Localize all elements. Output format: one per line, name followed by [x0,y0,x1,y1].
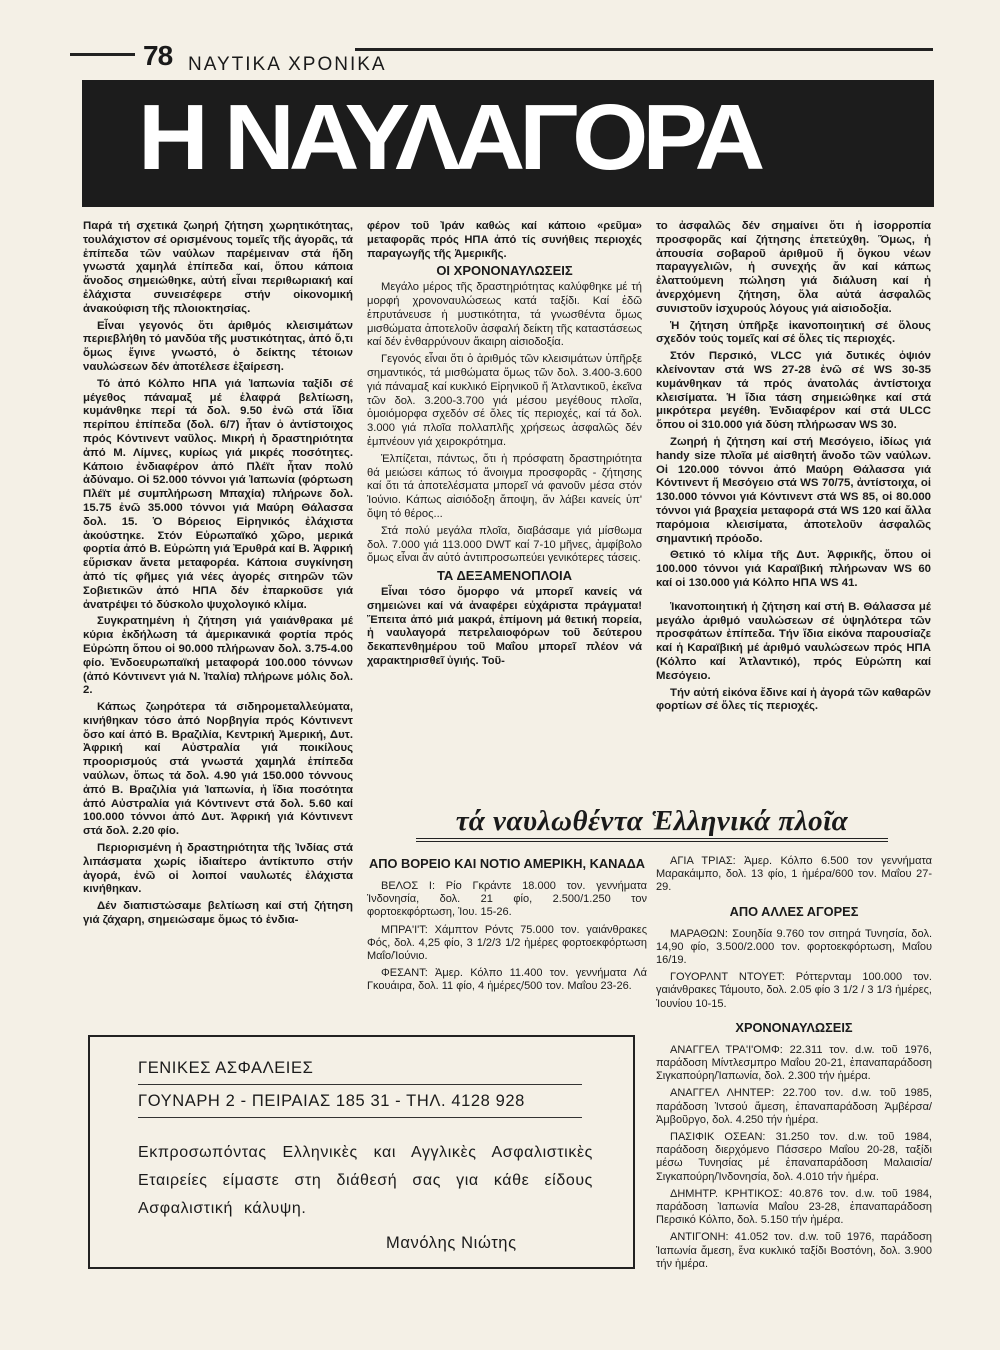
ad-body-text: Εκπροσωπόντας Ελληνικὲς και Αγγλικὲς Ασφαλιστικὲς Εταιρείες είμαστε στη διάθεσή σας για κάθε είδους Ασφαλιστική κάλυψη. [138,1144,593,1217]
paragraph: Περιορισμένη ἡ δραστηριότητα τῆς Ἰνδίας στά λιπάσματα χωρίς ἰδιαίτερο ἀντίκτυπο στήν ἀγορά, ἐνῶ οἱ λοιποί ναυλωτές ἐλάχιστα κινήθηκαν. [83,842,353,896]
fixtures-timecharter-heading: ΧΡΟΝΟΝΑΥΛΩΣΕΙΣ [735,1019,853,1035]
ad-signature: Μανόλης Νιώτης [386,1234,517,1252]
fixtures-other-heading: ΑΠΟ ΑΛΛΕΣ ΑΓΟΡΕΣ [729,903,859,919]
ad-divider [138,1117,582,1118]
ad-divider [138,1084,582,1085]
paragraph: Ζωηρή ἡ ζήτηση καί στή Μεσόγειο, ἰδίως γιά handy size πλοῖα μέ αἰσθητή ἄνοδο τῶν ναύλων. Οἱ 120.000 τόννοι ἀπό Μαύρη Θάλασσα γιά Κόντινεντ ἤ Μεσόγειο στά WS 70/75, ἀντίστοιχα, οἱ 130.000 τόννοι γιά Κόντινεντ στά WS 85, οἱ 80.000 τόννοι γιά βραχεία μεταφορά στά WS 120 καί ἄλλα παρόμοια κλεισίματα, ἀποτελοῦν ἀσφαλῶς σημαντική πρόοδο. [656,435,931,545]
fixture-entry: ΠΑΣΙΦΙΚ ΟΣΕΑΝ: 31.250 τον. d.w. τοῦ 1984, παράδοση διερχόμενο Πάσσερο Μαΐου 20-28, ταξίδι μέσω Τυνησίας μέ ἐπαναπαράδοση Μαλαισία/Σιγκαπούρη/Ἰνδονησία, δολ. 4.010 τήν ἡμέρα. [656,1131,932,1183]
article-title: Η ΝΑΥΛΑΓΟΡΑ [138,84,760,189]
fixtures-americas [367,855,647,998]
paragraph: Συγκρατημένη ἡ ζήτηση γιά γαιάνθρακα μέ κύρια ἐκδήλωση τά ἀμερικανικά φορτία πρός Εὐρώπη ὅπου οἱ 90.000 πλήρωναν δολ. 3.75-4.00 φίο. Ἐνδοευρωπαϊκή μεταφορά 100.000 τόννων (ἀπό Κόντινεντ γιά Ν. Ἰταλία) πλήρωνε μόλις δολ. 2. [83,615,353,697]
header-rule-right [355,48,933,51]
section-heading-tankers: ΤΑ ΔΕΞΑΜΕΝΟΠΛΟΙΑ [436,568,573,584]
fixture-entry: ΑΓΙΑ ΤΡΙΑΣ: Ἀμερ. Κόλπο 6.500 τον γεννήματα Μαρακάιμπο, δολ. 13 φίο, 1 ἡμέρα/600 τον. Μαΐου 27-29. [656,855,932,894]
paragraph: Τήν αὐτή εἰκόνα ἔδινε καί ἡ ἀγορά τῶν καθαρῶν φορτίων σέ ὅλες τίς περιοχές. [656,686,931,713]
magazine-name: ΝΑΥΤΙΚΑ ΧΡΟΝΙΚΑ [188,54,387,75]
title-banner [82,80,934,207]
header-rule-left [70,53,135,56]
article-column-3 [656,220,931,717]
paragraph: Δέν διαπιστώσαμε βελτίωση καί στή ζήτηση γιά ζάχαρη, σημειώσαμε ὅμως τό ἐνδια- [83,900,353,927]
greek-ships-section-title: τά ναυλωθέντα Ἑλληνικά πλοῖα [416,806,888,842]
paragraph: Ἐλπίζεται, πάντως, ὅτι ἡ πρόσφατη δραστηριότητα θά μειώσει κάπως τό ἄνοιγμα προσφορᾶς - ζήτησης καί ὅτι τά ἀποτελέσματα μπορεῖ νά φανοῦν μέσα στόν Ἰούνιο. Κάπως αἰσιόδοξη ἄποψη, ἄν λάβει κανείς ὑπ' ὄψη τό θέρος... [367,452,642,520]
paragraph: Τό ἀπό Κόλπο ΗΠΑ γιά Ἰαπωνία ταξίδι σέ μέγεθος πάναμαξ μέ ἐλαφρά βελτίωση, κυμάνθηκε περί τά δολ. 9.50 ἐνῶ στά ἴδια περίπου ἐπίπεδα (δολ. 6/7) ἦταν ὁ ἀντίστοιχος πρός Κόντινεντ ναῦλος. Μικρή ἡ δραστηριότητα ἀπό Μ. Λίμνες, κυρίως γιά μικρές ποσότητες. Κάποιο ἐνδιαφέρον ἀπό Πλέϊτ ἦταν πολύ ἀδύναμο. Οἱ 52.000 τόννοι γιά Ἰαπωνία (φόρτωση Πλέϊτ μέ συμπλήρωση Μπαχία) πλήρωνε δολ. 15.75 ἐνῶ 35.000 τόννοι γιά Μαύρη Θάλασσα δολ. 15. Ὁ Βόρειος Εἰρηνικός ἐλάχιστα ἀκούστηκε. Στόν Εὐρωπαϊκό χῶρο, μερικά φορτία ἀπό Β. Εὐρώπη γιά Ἐρυθρά καί Β. Ἀφρική εὕρισκαν ἄνετα μεταφορέα. Κάποια συγκίνηση ἀπό τίς φῆμες γιά νέες ἀγορές σιτηρῶν τῶν Σοβιετικῶν ἀπό ΗΠΑ δέν ἐπαρκοῦσε γιά ἀνατρέψει τό δύσκολο ψυχολογικό κλίμα. [83,377,353,611]
paragraph: Γεγονός εἶναι ὅτι ὁ ἀριθμός τῶν κλεισιμάτων ὑπῆρξε σημαντικός, τά μισθώματα ὅμως τῶν δολ. 3.400-3.600 γιά πάναμαξ καί κυκλικό Εἰρηνικοῦ ἤ Ἀτλαντικοῦ, ἐκεῖνα τῶν δολ. 3.200-3.700 γιά μέσου μεγέθους πλοῖα, ὁμοιόμορφα σχεδόν σέ ὅλες τίς περιοχές, καί τά δολ. 3.000 γιά πλοῖα πολλαπλῆς χρήσεως ἀσφαλῶς δέν ἐμπνέουν γιά χειροκρότημα. [367,353,642,448]
paragraph: Στά πολύ μεγάλα πλοῖα, διαβάσαμε γιά μίσθωμα δολ. 7.000 γιά 113.000 DWT καί 7-10 μῆνες, ἀμφίβολο ὅμως εἶναι ἄν αὐτό ἀντιπροσωπεύει γενικότερες τάσεις. [367,524,642,565]
insurance-advertisement [88,1035,635,1269]
paragraph: Παρά τή σχετικά ζωηρή ζήτηση χωρητικότητας, τουλάχιστον σέ ορισμένους τομεῖς τῆς ἀγορᾶς, τά ἐπίπεδα τῶν ναύλων παρέμειναν στά ἤδη γνωστά χαμηλά ἐπίπεδα καί, ὅπου κάποια ἄνοδος σημειώθηκε, αὐτή εἶναι περιθωριακή καί ἐλάχιστα συνεισέφερε στήν οἰκονομική ἀνακούφιση τῆς πλοιοκτησίας. [83,220,353,315]
ad-address: ΓΟΥΝΑΡΗ 2 - ΠΕΙΡΑΙΑΣ 185 31 - ΤΗΛ. 4128 928 [138,1092,525,1110]
paragraph: Ἱκανοποιητική ἡ ζήτηση καί στή Β. Θάλασσα μέ μεγάλο ἀριθμό ναυλώσεων σέ ὑψηλότερα τῶν προσφάτων ἐπίπεδα. Τήν ἴδια εἰκόνα παρουσίαζε καί ἡ Καραϊβική μέ ἀριθμό ναυλώσεων πρός ΗΠΑ (Κόλπο καί Ἀτλαντικό), πρός Εὐρώπη καί Μεσόγειο. [656,600,931,682]
fixture-entry: ΔΗΜΗΤΡ. ΚΡΗΤΙΚΟΣ: 40.876 τον. d.w. τοῦ 1984, παράδοση Ἰαπωνία Μαΐου 23-28, ἐπαναπαράδοση Περσικό Κόλπο, δολ. 5.150 τήν ἡμέρα. [656,1187,932,1227]
paragraph: Στόν Περσικό, VLCC γιά δυτικές ὀψιόν κλείνονταν στά WS 27-28 ἐνῶ σέ WS 30-35 κυμάνθηκαν τά πρός ἀνατολάς ἀντίστοιχα κλεισίματα. Ἡ ἴδια τάση σημειώθηκε καί στά μικρότερα μεγέθη. Ἐνδιαφέρον καί στά ULCC ὅπου οἱ 310.000 γιά δύση πλήρωσαν WS 30. [656,350,931,432]
fixture-entry: ΦΕΣΑΝΤ: Ἀμερ. Κόλπο 11.400 τον. γεννήματα Λά Γκουάιρα, δολ. 11 φίο, 4 ἡμέρες/500 τον. Μαΐου 23-26. [367,967,647,993]
paragraph: Ἡ ζήτηση ὑπῆρξε ἱκανοποιητική σέ ὅλους σχεδόν τούς τομεῖς καί σέ ὅλες τίς περιοχές. [656,319,931,346]
fixture-entry: ΑΝΑΓΓΕΛ ΛΗΝΤΕΡ: 22.700 τον. d.w. τοῦ 1985, παράδοση Ἰντσού ἄμεση, ἐπαναπαράδοση Ἀμβέρσα/Ἀμβοῦργο, δολ. 4.250 τήν ἡμέρα. [656,1087,932,1126]
fixture-entry: ΜΑΡΑΘΩΝ: Σουηδία 9.760 τον σιτηρά Τυνησία, δολ. 14,90 φίο, 3.500/2.000 τον. φορτοεκφόρτωση, Μαΐου 16/19. [656,927,932,967]
article-column-2 [367,220,642,672]
section-heading-timecharter: ΟΙ ΧΡΟΝΟΝΑΥΛΩΣΕΙΣ [436,263,573,279]
paragraph: Θετικό τό κλίμα τῆς Δυτ. Ἀφρικῆς, ὅπου οἱ 100.000 τόννοι γιά Καραϊβική πλήρωναν WS 60 καί οἱ 130.000 γιά Κόλπο ΗΠΑ WS 41. [656,549,931,589]
article-column-1 [83,220,353,931]
paragraph: Μεγάλο μέρος τῆς δραστηριότητας καλύφθηκε μέ τή μορφή χρονοναυλώσεως κατά ταξίδι. Καί ἐδῶ ἐπρυτάνευσε ἡ μυστικότητα, τά γνωσθέντα ὅμως μισθώματα ἀποτελοῦν ἀσφαλή δείκτη τῆς καταστάσεως καί δέν ἐνθαρρύνουν ἄκαιρη αἰσιοδοξία. [367,281,642,349]
paragraph: Εἶναι τόσο ὄμορφο νά μπορεῖ κανείς νά σημειώνει καί νά ἀναφέρει εὐχάριστα πράγματα! Ἔπειτα ἀπό μιά μακρά, ἐπίμονη μά θετική πορεία, ἡ ναυλαγορά πετρελαιοφόρων τοῦ δεύτερου δεκαπενθημέρου τοῦ Μαΐου μπορεῖ πλέον νά χαρακτηρισθεῖ ὑγιής. Τοῦ- [367,585,642,667]
paragraph: φέρον τοῦ Ἰράν καθώς καί κάποιο «ρεῦμα» μεταφορᾶς πρός ΗΠΑ ἀπό τίς συνήθεις περιοχές παραγωγῆς τῆς Ἀμερικῆς. [367,220,642,260]
fixture-entry: ΜΠΡΑ'Ι'Τ: Χάμπτον Ρόντς 75.000 τον. γαιάνθρακες Φός, δολ. 4,25 φίο, 3 1/2/3 1/2 ἡμέρες φορτοεκφόρτωση Μαΐο/Ἰούνιο. [367,923,647,963]
fixture-entry: ΑΝΑΓΓΕΛ ΤΡΑ'Ι'ΟΜΦ: 22.311 τον. d.w. τοῦ 1976, παράδοση Μίντλεσμπρο Μαΐου 20-21, ἐπαναπαράδοση Σιγκαπούρη/Ἰαπωνία, δολ. 2.300 τήν ἡμέρα. [656,1043,932,1083]
page-number: 78 [143,40,173,71]
fixture-entry: ΒΕΛΟΣ Ι: Ρίο Γκράντε 18.000 τον. γεννήματα Ἰνδονησία, δολ. 21 φίο, 2.500/1.250 τον φορτοεκφόρτωση, Ἰου. 15-26. [367,880,647,919]
fixture-entry: ΓΟΥΟΡΛΝΤ ΝΤΟΥΕΤ: Ρόττερνταμ 100.000 τον. γαιάνθρακες Τάμουτο, δολ. 2.05 φίο 3 1/2 / 3 1/3 ἡμέρες, Ἰουνίου 10-15. [656,971,932,1010]
fixture-entry: ΑΝΤΙΓΟΝΗ: 41.052 τον. d.w. τοῦ 1976, παράδοση Ἰαπωνία ἄμεση, ἕνα κυκλικό ταξίδι Βοστόνη, δολ. 3.900 τήν ἡμέρα. [656,1231,932,1270]
paragraph: Κάπως ζωηρότερα τά σιδηρομεταλλεύματα, κινήθηκαν τόσο ἀπό Νορβηγία πρός Κόντινεντ ὅσο καί ἀπό Β. Βραζιλία, Κεντρική Ἀμερική, Δυτ. Ἀφρική καί Αὐστραλία γιά ποικίλους προορισμούς στά γνωστά χαμηλά ἐπίπεδα ναύλων, ὅπως τά δολ. 4.90 γιά 150.000 τόννους ἀπό Β. Βραζιλία γιά Ἰαπωνία, ἡ ἴδια ποσότητα ἀπό Αὐστραλία γιά Κόντινεντ στά δολ. 5.60 καί 100.000 τόννοι ἀπό Δυτ. Ἀφρική γιά Κόντινεντ στά δολ. 2.20 φίο. [83,701,353,838]
ad-company-name: ΓΕΝΙΚΕΣ ΑΣΦΑΛΕΙΕΣ [138,1059,314,1077]
fixtures-americas-heading: ΑΠΟ ΒΟΡΕΙΟ ΚΑΙ ΝΟΤΙΟ ΑΜΕΡΙΚΗ, ΚΑΝΑΔΑ [368,856,646,871]
paragraph: το ἀσφαλῶς δέν σημαίνει ὅτι ἡ ἰσορροπία προσφορᾶς καί ζήτησης ἐπετεύχθη. Ὅμως, ἡ ἀπουσία σοβαροῦ ἀριθμοῦ ἤ ὄγκου νέων παραγγελιῶν, ἡ συνεχής ἄν καί κάπως ἐλαττούμενη πώληση γιά διάλυση καί ἡ ἀνερχόμενη ζήτηση, ὅλα αὐτά ἀσφαλῶς συνιστοῦν ἰσχυρούς λόγους γιά αἰσιοδοξία. [656,220,931,315]
fixtures-right-column [656,855,932,1275]
paragraph: Εἶναι γεγονός ὅτι ἀριθμός κλεισιμάτων περιεβλήθη τό μανδύα τῆς μυστικότητας, ἀπό ὅ,τι ὅμως ἔγινε γνωστό, ὁ δείκτης τέτοιων ναυλώσεων δέν ἀποτέλεσε ἐξαίρεση. [83,319,353,373]
